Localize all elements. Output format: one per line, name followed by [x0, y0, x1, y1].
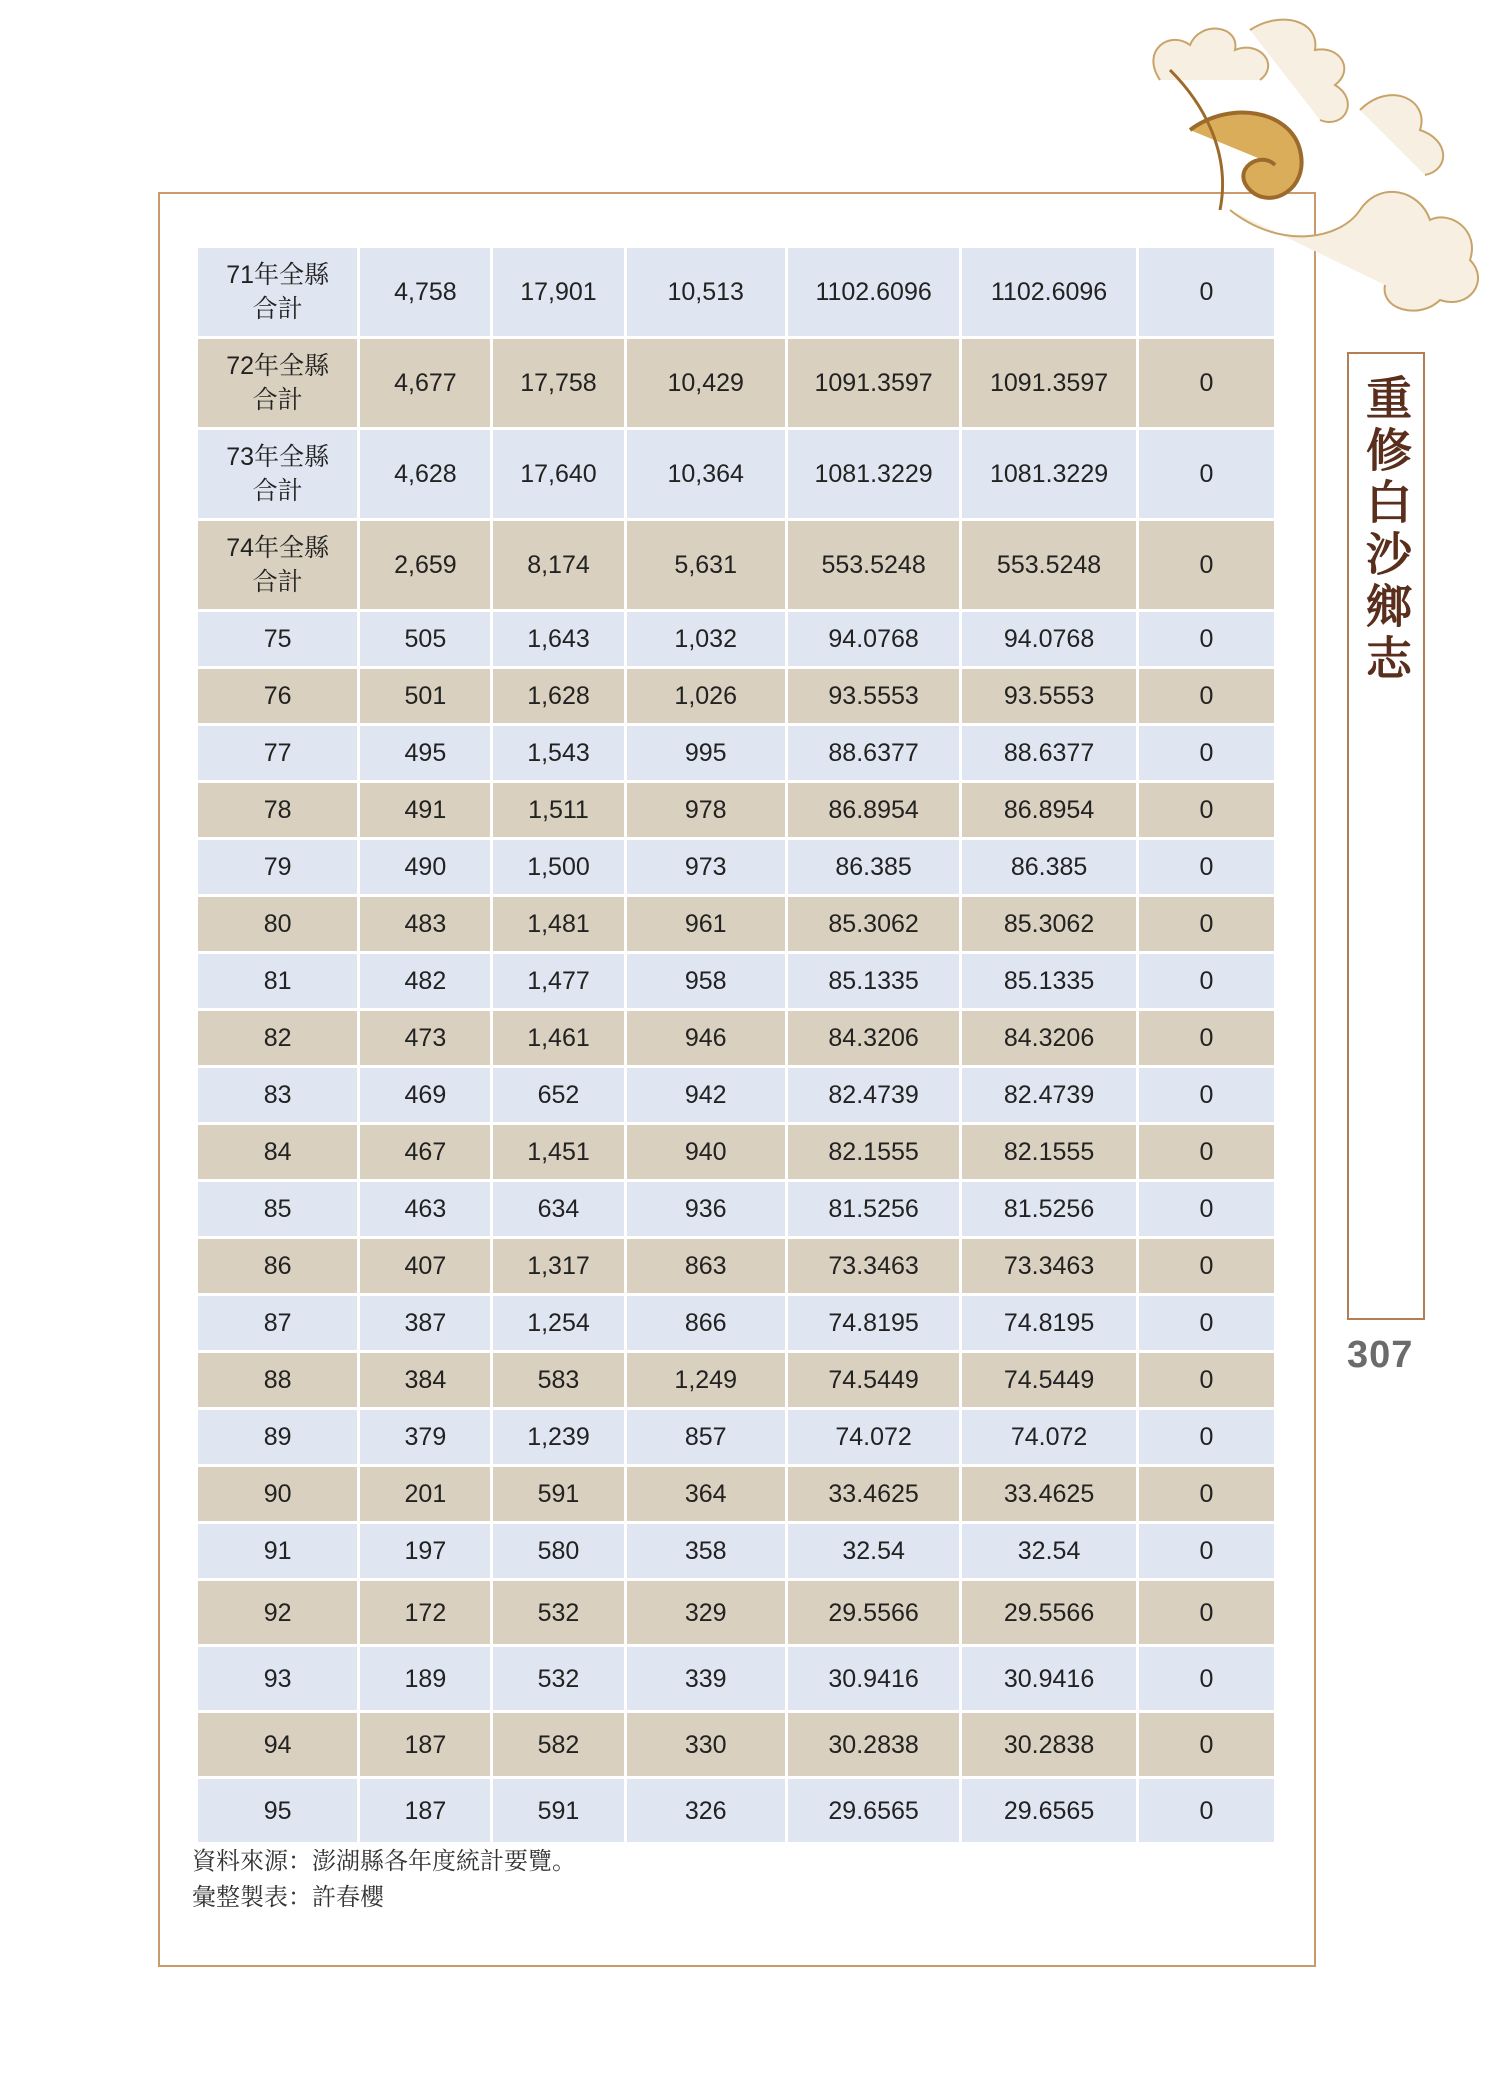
table-cell: 93.5553	[788, 669, 959, 723]
table-cell: 86.385	[962, 840, 1135, 894]
table-cell: 495	[360, 726, 490, 780]
table-cell: 30.9416	[962, 1647, 1135, 1710]
table-cell: 94.0768	[788, 612, 959, 666]
table-row	[198, 1296, 1274, 1350]
table-cell: 940	[627, 1125, 785, 1179]
table-cell: 1,500	[493, 840, 623, 894]
table-cell: 94.0768	[962, 612, 1135, 666]
table-cell: 0	[1139, 1467, 1274, 1521]
table-cell: 86.8954	[962, 783, 1135, 837]
table-cell: 0	[1139, 1647, 1274, 1710]
table-cell: 187	[360, 1779, 490, 1842]
compiler-note: 彙整製表：許春櫻	[192, 1883, 384, 1911]
table-cell: 17,901	[493, 248, 623, 336]
table-cell: 1,451	[493, 1125, 623, 1179]
table-cell: 4,758	[360, 248, 490, 336]
table-cell: 4,628	[360, 430, 490, 518]
table-cell: 591	[493, 1467, 623, 1521]
table-cell: 172	[360, 1581, 490, 1644]
book-title: 重修白沙鄉志	[1359, 374, 1413, 686]
table-row	[198, 339, 1274, 427]
table-cell: 0	[1139, 897, 1274, 951]
row-label-line: 合計	[252, 386, 303, 414]
table-row	[198, 897, 1274, 951]
row-label-line: 85	[263, 1195, 292, 1223]
row-label-line: 83	[263, 1081, 292, 1109]
table-cell: 1,481	[493, 897, 623, 951]
row-label-cell	[198, 840, 357, 894]
table-row	[198, 1410, 1274, 1464]
table-cell: 358	[627, 1524, 785, 1578]
row-label-line: 73年全縣	[226, 443, 330, 471]
table-cell: 0	[1139, 521, 1274, 609]
table-cell: 463	[360, 1182, 490, 1236]
side-title-panel	[1347, 352, 1425, 1320]
row-label-line: 82	[263, 1024, 292, 1052]
table-cell: 33.4625	[788, 1467, 959, 1521]
row-label-cell	[198, 1068, 357, 1122]
row-label-line: 74年全縣	[226, 534, 330, 562]
row-label-cell	[198, 1296, 357, 1350]
table-cell: 1,032	[627, 612, 785, 666]
table-cell: 1,511	[493, 783, 623, 837]
table-cell: 329	[627, 1581, 785, 1644]
table-cell: 10,364	[627, 430, 785, 518]
table-cell: 591	[493, 1779, 623, 1842]
table-cell: 74.072	[788, 1410, 959, 1464]
table-cell: 10,513	[627, 248, 785, 336]
table-cell: 483	[360, 897, 490, 951]
table-cell: 0	[1139, 1524, 1274, 1578]
row-label-line: 91	[263, 1537, 292, 1565]
table-cell: 84.3206	[962, 1011, 1135, 1065]
table-cell: 82.4739	[788, 1068, 959, 1122]
row-label-cell	[198, 1239, 357, 1293]
row-label-line: 合計	[252, 568, 303, 596]
table-cell: 1091.3597	[788, 339, 959, 427]
table-cell: 0	[1139, 1182, 1274, 1236]
table-cell: 866	[627, 1296, 785, 1350]
table-cell: 4,677	[360, 339, 490, 427]
table-cell: 10,429	[627, 339, 785, 427]
row-label-line: 92	[263, 1598, 292, 1627]
table-cell: 86.385	[788, 840, 959, 894]
row-label-cell	[198, 783, 357, 837]
row-label-cell	[198, 430, 357, 518]
row-label-line: 合計	[252, 477, 303, 505]
table-cell: 1,543	[493, 726, 623, 780]
row-label-line: 93	[263, 1664, 292, 1693]
table-cell: 1,477	[493, 954, 623, 1008]
table-cell: 339	[627, 1647, 785, 1710]
table-row	[198, 840, 1274, 894]
row-label-line: 89	[263, 1423, 292, 1451]
table-cell: 0	[1139, 1296, 1274, 1350]
table-cell: 189	[360, 1647, 490, 1710]
row-label-line: 86	[263, 1252, 292, 1280]
row-label-cell	[198, 1011, 357, 1065]
row-label-line: 87	[263, 1309, 292, 1337]
table-cell: 29.5566	[962, 1581, 1135, 1644]
table-cell: 74.5449	[962, 1353, 1135, 1407]
table-cell: 0	[1139, 1239, 1274, 1293]
table-row	[198, 1647, 1274, 1710]
table-cell: 88.6377	[962, 726, 1135, 780]
table-cell: 17,758	[493, 339, 623, 427]
table-cell: 1,026	[627, 669, 785, 723]
table-cell: 197	[360, 1524, 490, 1578]
table-cell: 0	[1139, 1353, 1274, 1407]
table-row	[198, 1353, 1274, 1407]
table-cell: 74.8195	[788, 1296, 959, 1350]
row-label-line: 77	[263, 739, 292, 767]
table-cell: 29.6565	[788, 1779, 959, 1842]
table-cell: 73.3463	[962, 1239, 1135, 1293]
table-cell: 946	[627, 1011, 785, 1065]
table-cell: 0	[1139, 612, 1274, 666]
table-cell: 469	[360, 1068, 490, 1122]
table-cell: 1,643	[493, 612, 623, 666]
page-number: 307	[1347, 1334, 1414, 1376]
table-cell: 0	[1139, 1581, 1274, 1644]
table-cell: 86.8954	[788, 783, 959, 837]
row-label-cell	[198, 669, 357, 723]
row-label-line: 72年全縣	[226, 352, 330, 380]
table-row	[198, 1581, 1274, 1644]
table-cell: 0	[1139, 339, 1274, 427]
row-label-cell	[198, 1524, 357, 1578]
table-cell: 995	[627, 726, 785, 780]
table-cell: 532	[493, 1581, 623, 1644]
table-cell: 0	[1139, 1068, 1274, 1122]
table-row	[198, 1011, 1274, 1065]
statistics-table	[195, 245, 1277, 1845]
table-cell: 74.5449	[788, 1353, 959, 1407]
table-row	[198, 669, 1274, 723]
table-cell: 467	[360, 1125, 490, 1179]
row-label-cell	[198, 1647, 357, 1710]
table-cell: 1,317	[493, 1239, 623, 1293]
table-cell: 0	[1139, 430, 1274, 518]
table-cell: 0	[1139, 669, 1274, 723]
row-label-line: 75	[263, 625, 292, 653]
table-cell: 857	[627, 1410, 785, 1464]
row-label-cell	[198, 612, 357, 666]
row-label-cell	[198, 1467, 357, 1521]
table-cell: 973	[627, 840, 785, 894]
table-cell: 501	[360, 669, 490, 723]
table-row	[198, 783, 1274, 837]
table-footer	[192, 1843, 576, 1915]
table-cell: 863	[627, 1239, 785, 1293]
row-label-line: 81	[263, 967, 292, 995]
table-cell: 81.5256	[788, 1182, 959, 1236]
table-cell: 634	[493, 1182, 623, 1236]
table-cell: 82.1555	[962, 1125, 1135, 1179]
table-cell: 0	[1139, 1779, 1274, 1842]
table-cell: 74.8195	[962, 1296, 1135, 1350]
table-row	[198, 954, 1274, 1008]
table-cell: 326	[627, 1779, 785, 1842]
table-cell: 74.072	[962, 1410, 1135, 1464]
table-cell: 473	[360, 1011, 490, 1065]
table-cell: 1,461	[493, 1011, 623, 1065]
table-cell: 582	[493, 1713, 623, 1776]
table-cell: 0	[1139, 1011, 1274, 1065]
row-label-line: 71年全縣	[226, 261, 330, 289]
table-cell: 0	[1139, 783, 1274, 837]
table-row	[198, 521, 1274, 609]
row-label-line: 90	[263, 1480, 292, 1508]
table-cell: 30.2838	[962, 1713, 1135, 1776]
table-cell: 532	[493, 1647, 623, 1710]
table-cell: 0	[1139, 840, 1274, 894]
table-cell: 0	[1139, 248, 1274, 336]
table-cell: 384	[360, 1353, 490, 1407]
table-cell: 33.4625	[962, 1467, 1135, 1521]
table-cell: 30.2838	[788, 1713, 959, 1776]
row-label-cell	[198, 521, 357, 609]
table-cell: 85.1335	[962, 954, 1135, 1008]
table-cell: 330	[627, 1713, 785, 1776]
table-cell: 379	[360, 1410, 490, 1464]
row-label-line: 合計	[252, 295, 303, 323]
row-label-cell	[198, 1581, 357, 1644]
table-cell: 84.3206	[788, 1011, 959, 1065]
row-label-cell	[198, 1353, 357, 1407]
row-label-cell	[198, 1410, 357, 1464]
table-cell: 0	[1139, 1410, 1274, 1464]
data-source-note: 資料來源：澎湖縣各年度統計要覽。	[192, 1847, 576, 1875]
row-label-cell	[198, 339, 357, 427]
table-cell: 8,174	[493, 521, 623, 609]
row-label-cell	[198, 1182, 357, 1236]
table-cell: 32.54	[962, 1524, 1135, 1578]
table-row	[198, 1125, 1274, 1179]
statistics-table-wrapper	[195, 245, 1277, 1845]
table-cell: 482	[360, 954, 490, 1008]
table-cell: 490	[360, 840, 490, 894]
table-cell: 580	[493, 1524, 623, 1578]
table-cell: 407	[360, 1239, 490, 1293]
table-row	[198, 1182, 1274, 1236]
table-cell: 1,254	[493, 1296, 623, 1350]
row-label-cell	[198, 954, 357, 1008]
table-cell: 1102.6096	[788, 248, 959, 336]
table-cell: 553.5248	[962, 521, 1135, 609]
table-cell: 1,628	[493, 669, 623, 723]
table-cell: 73.3463	[788, 1239, 959, 1293]
table-cell: 0	[1139, 1125, 1274, 1179]
row-label-cell	[198, 897, 357, 951]
table-cell: 187	[360, 1713, 490, 1776]
table-cell: 29.5566	[788, 1581, 959, 1644]
table-cell: 978	[627, 783, 785, 837]
row-label-line: 94	[263, 1730, 292, 1759]
table-cell: 81.5256	[962, 1182, 1135, 1236]
table-row	[198, 1239, 1274, 1293]
table-row	[198, 1068, 1274, 1122]
table-cell: 652	[493, 1068, 623, 1122]
table-cell: 1,249	[627, 1353, 785, 1407]
table-cell: 85.3062	[788, 897, 959, 951]
table-cell: 93.5553	[962, 669, 1135, 723]
row-label-line: 79	[263, 853, 292, 881]
table-cell: 201	[360, 1467, 490, 1521]
table-row	[198, 726, 1274, 780]
table-cell: 1081.3229	[788, 430, 959, 518]
table-row	[198, 1524, 1274, 1578]
table-cell: 30.9416	[788, 1647, 959, 1710]
row-label-line: 78	[263, 796, 292, 824]
table-cell: 2,659	[360, 521, 490, 609]
table-cell: 32.54	[788, 1524, 959, 1578]
row-label-cell	[198, 726, 357, 780]
row-label-line: 76	[263, 682, 292, 710]
table-cell: 1091.3597	[962, 339, 1135, 427]
table-row	[198, 430, 1274, 518]
table-cell: 0	[1139, 954, 1274, 1008]
row-label-cell	[198, 248, 357, 336]
table-cell: 1,239	[493, 1410, 623, 1464]
table-cell: 82.4739	[962, 1068, 1135, 1122]
table-cell: 583	[493, 1353, 623, 1407]
table-cell: 553.5248	[788, 521, 959, 609]
table-cell: 85.1335	[788, 954, 959, 1008]
row-label-cell	[198, 1125, 357, 1179]
row-label-line: 80	[263, 910, 292, 938]
table-cell: 17,640	[493, 430, 623, 518]
table-row	[198, 1467, 1274, 1521]
table-cell: 5,631	[627, 521, 785, 609]
table-cell: 936	[627, 1182, 785, 1236]
table-cell: 29.6565	[962, 1779, 1135, 1842]
table-row	[198, 1713, 1274, 1776]
row-label-cell	[198, 1779, 357, 1842]
table-row	[198, 1779, 1274, 1842]
table-cell: 942	[627, 1068, 785, 1122]
table-cell: 505	[360, 612, 490, 666]
table-row	[198, 612, 1274, 666]
table-cell: 82.1555	[788, 1125, 959, 1179]
row-label-line: 84	[263, 1138, 292, 1166]
row-label-cell	[198, 1713, 357, 1776]
table-cell: 88.6377	[788, 726, 959, 780]
table-cell: 364	[627, 1467, 785, 1521]
table-cell: 491	[360, 783, 490, 837]
row-label-line: 88	[263, 1366, 292, 1394]
table-cell: 85.3062	[962, 897, 1135, 951]
table-cell: 958	[627, 954, 785, 1008]
table-cell: 961	[627, 897, 785, 951]
table-cell: 387	[360, 1296, 490, 1350]
table-cell: 0	[1139, 1713, 1274, 1776]
table-cell: 1102.6096	[962, 248, 1135, 336]
table-cell: 0	[1139, 726, 1274, 780]
table-row	[198, 248, 1274, 336]
table-cell: 1081.3229	[962, 430, 1135, 518]
row-label-line: 95	[263, 1796, 292, 1825]
